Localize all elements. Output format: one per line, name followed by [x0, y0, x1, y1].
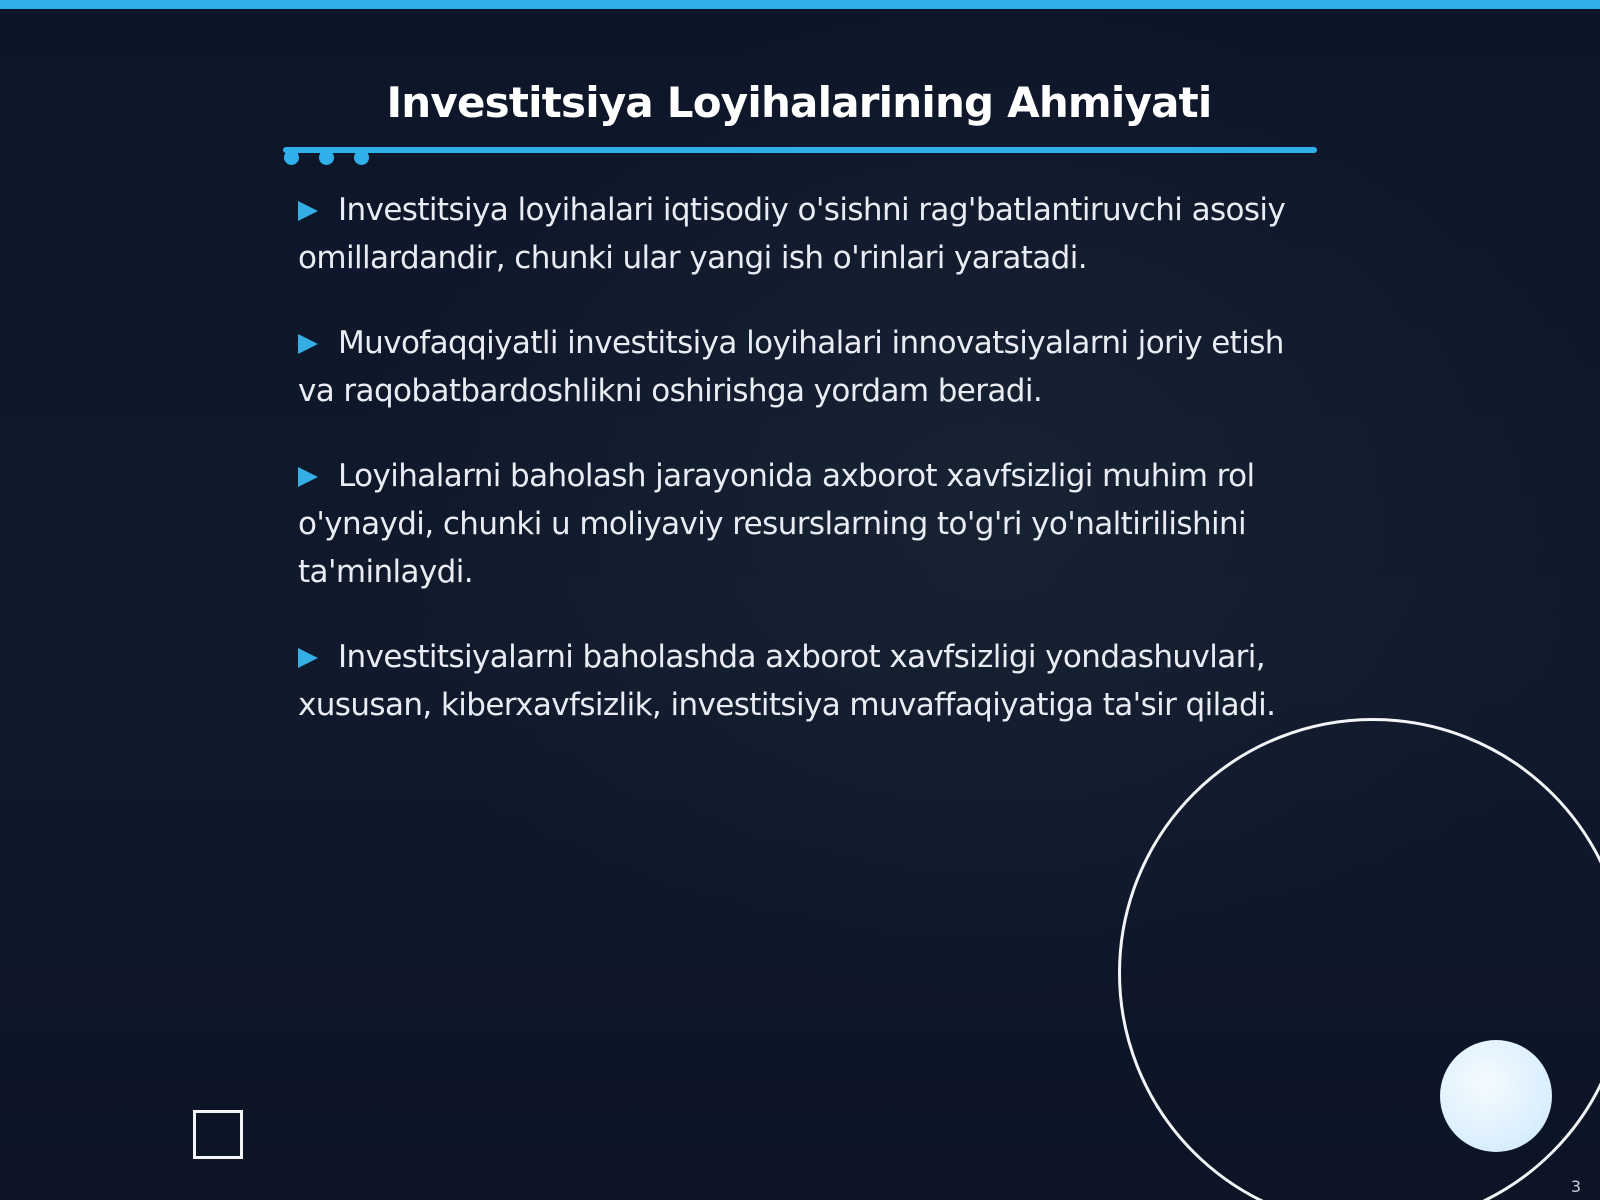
slide-title: Investitsiya Loyihalarining Ahmiyati — [386, 78, 1212, 127]
bullet-list — [298, 186, 1288, 766]
decorative-square-outline — [193, 1110, 243, 1159]
bullet-text: Loyihalarni baholash jarayonida axborot xavfsizligi muhim rol o'ynaydi, chunki u moliyaviy resurslarning to'g'ri yo'naltirilishini ta'minlaydi. — [298, 458, 1255, 590]
title-underline — [283, 147, 1317, 153]
triangle-right-icon — [298, 334, 318, 354]
decorative-dot — [354, 150, 369, 165]
bullet-text: Investitsiya loyihalari iqtisodiy o'sishni rag'batlantiruvchi asosiy omillardandir, chunki ular yangi ish o'rinlari yaratadi. — [298, 192, 1286, 276]
decorative-filled-circle — [1440, 1040, 1552, 1152]
top-accent-bar — [0, 0, 1600, 9]
bullet-item — [298, 186, 1288, 282]
decorative-dot — [284, 150, 299, 165]
triangle-right-icon — [298, 467, 318, 487]
triangle-right-icon — [298, 648, 318, 668]
decorative-dot — [319, 150, 334, 165]
bullet-item — [298, 319, 1288, 415]
bullet-text: Muvofaqqiyatli investitsiya loyihalari innovatsiyalarni joriy etish va raqobatbardoshlikni oshirishga yordam beradi. — [298, 325, 1284, 409]
bullet-item — [298, 452, 1288, 596]
triangle-right-icon — [298, 201, 318, 221]
slide-page-number: 3 — [1570, 1177, 1581, 1196]
bullet-item — [298, 633, 1288, 729]
bullet-text: Investitsiyalarni baholashda axborot xavfsizligi yondashuvlari, xususan, kiberxavfsizlik, investitsiya muvaffaqiyatiga ta'sir qiladi. — [298, 639, 1276, 723]
